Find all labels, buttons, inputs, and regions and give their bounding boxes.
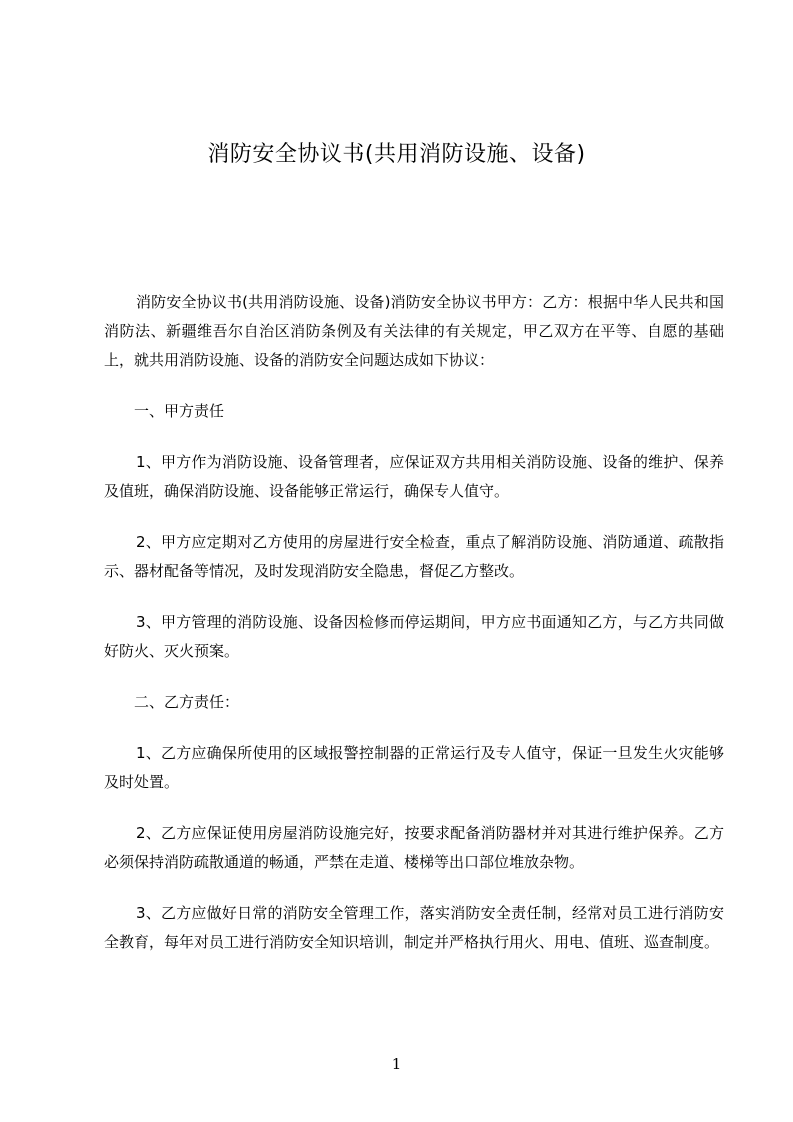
- page-number: 1: [391, 1055, 402, 1073]
- party-b-clause-3: 3、乙方应做好日常的消防安全管理工作，落实消防安全责任制，经常对员工进行消防安全教育，每年对员工进行消防安全知识培训，制定并严格执行用火、用电、值班、巡查制度。: [104, 904, 724, 951]
- document-body: [104, 288, 724, 957]
- party-b-clause-1: 1、乙方应确保所使用的区域报警控制器的正常运行及专人值守，保证一旦发生火灾能够及时处置。: [104, 744, 724, 791]
- section-heading-party-b: 二、乙方责任：: [134, 693, 240, 711]
- party-a-clause-1: 1、甲方作为消防设施、设备管理者，应保证双方共用相关消防设施、设备的维护、保养及值班，确保消防设施、设备能够正常运行，确保专人值守。: [104, 453, 724, 500]
- intro-paragraph: 消防安全协议书(共用消防设施、设备)消防安全协议书甲方：乙方：根据中华人民共和国消防法、新疆维吾尔自治区消防条例及有关法律的有关规定，甲乙双方在平等、自愿的基础上，就共用消防设施、设备的消防安全问题达成如下协议：: [104, 293, 724, 369]
- party-b-clause-2: 2、乙方应保证使用房屋消防设施完好，按要求配备消防器材并对其进行维护保养。乙方必须保持消防疏散通道的畅通，严禁在走道、楼梯等出口部位堆放杂物。: [104, 824, 724, 871]
- document-title: 消防安全协议书(共用消防设施、设备): [207, 142, 586, 167]
- party-a-clause-2: 2、甲方应定期对乙方使用的房屋进行安全检查，重点了解消防设施、消防通道、疏散指示、器材配备等情况，及时发现消防安全隐患，督促乙方整改。: [104, 533, 724, 580]
- section-heading-party-a: 一、甲方责任: [134, 402, 225, 420]
- party-a-clause-3: 3、甲方管理的消防设施、设备因检修而停运期间，甲方应书面通知乙方，与乙方共同做好防火、灭火预案。: [104, 613, 724, 660]
